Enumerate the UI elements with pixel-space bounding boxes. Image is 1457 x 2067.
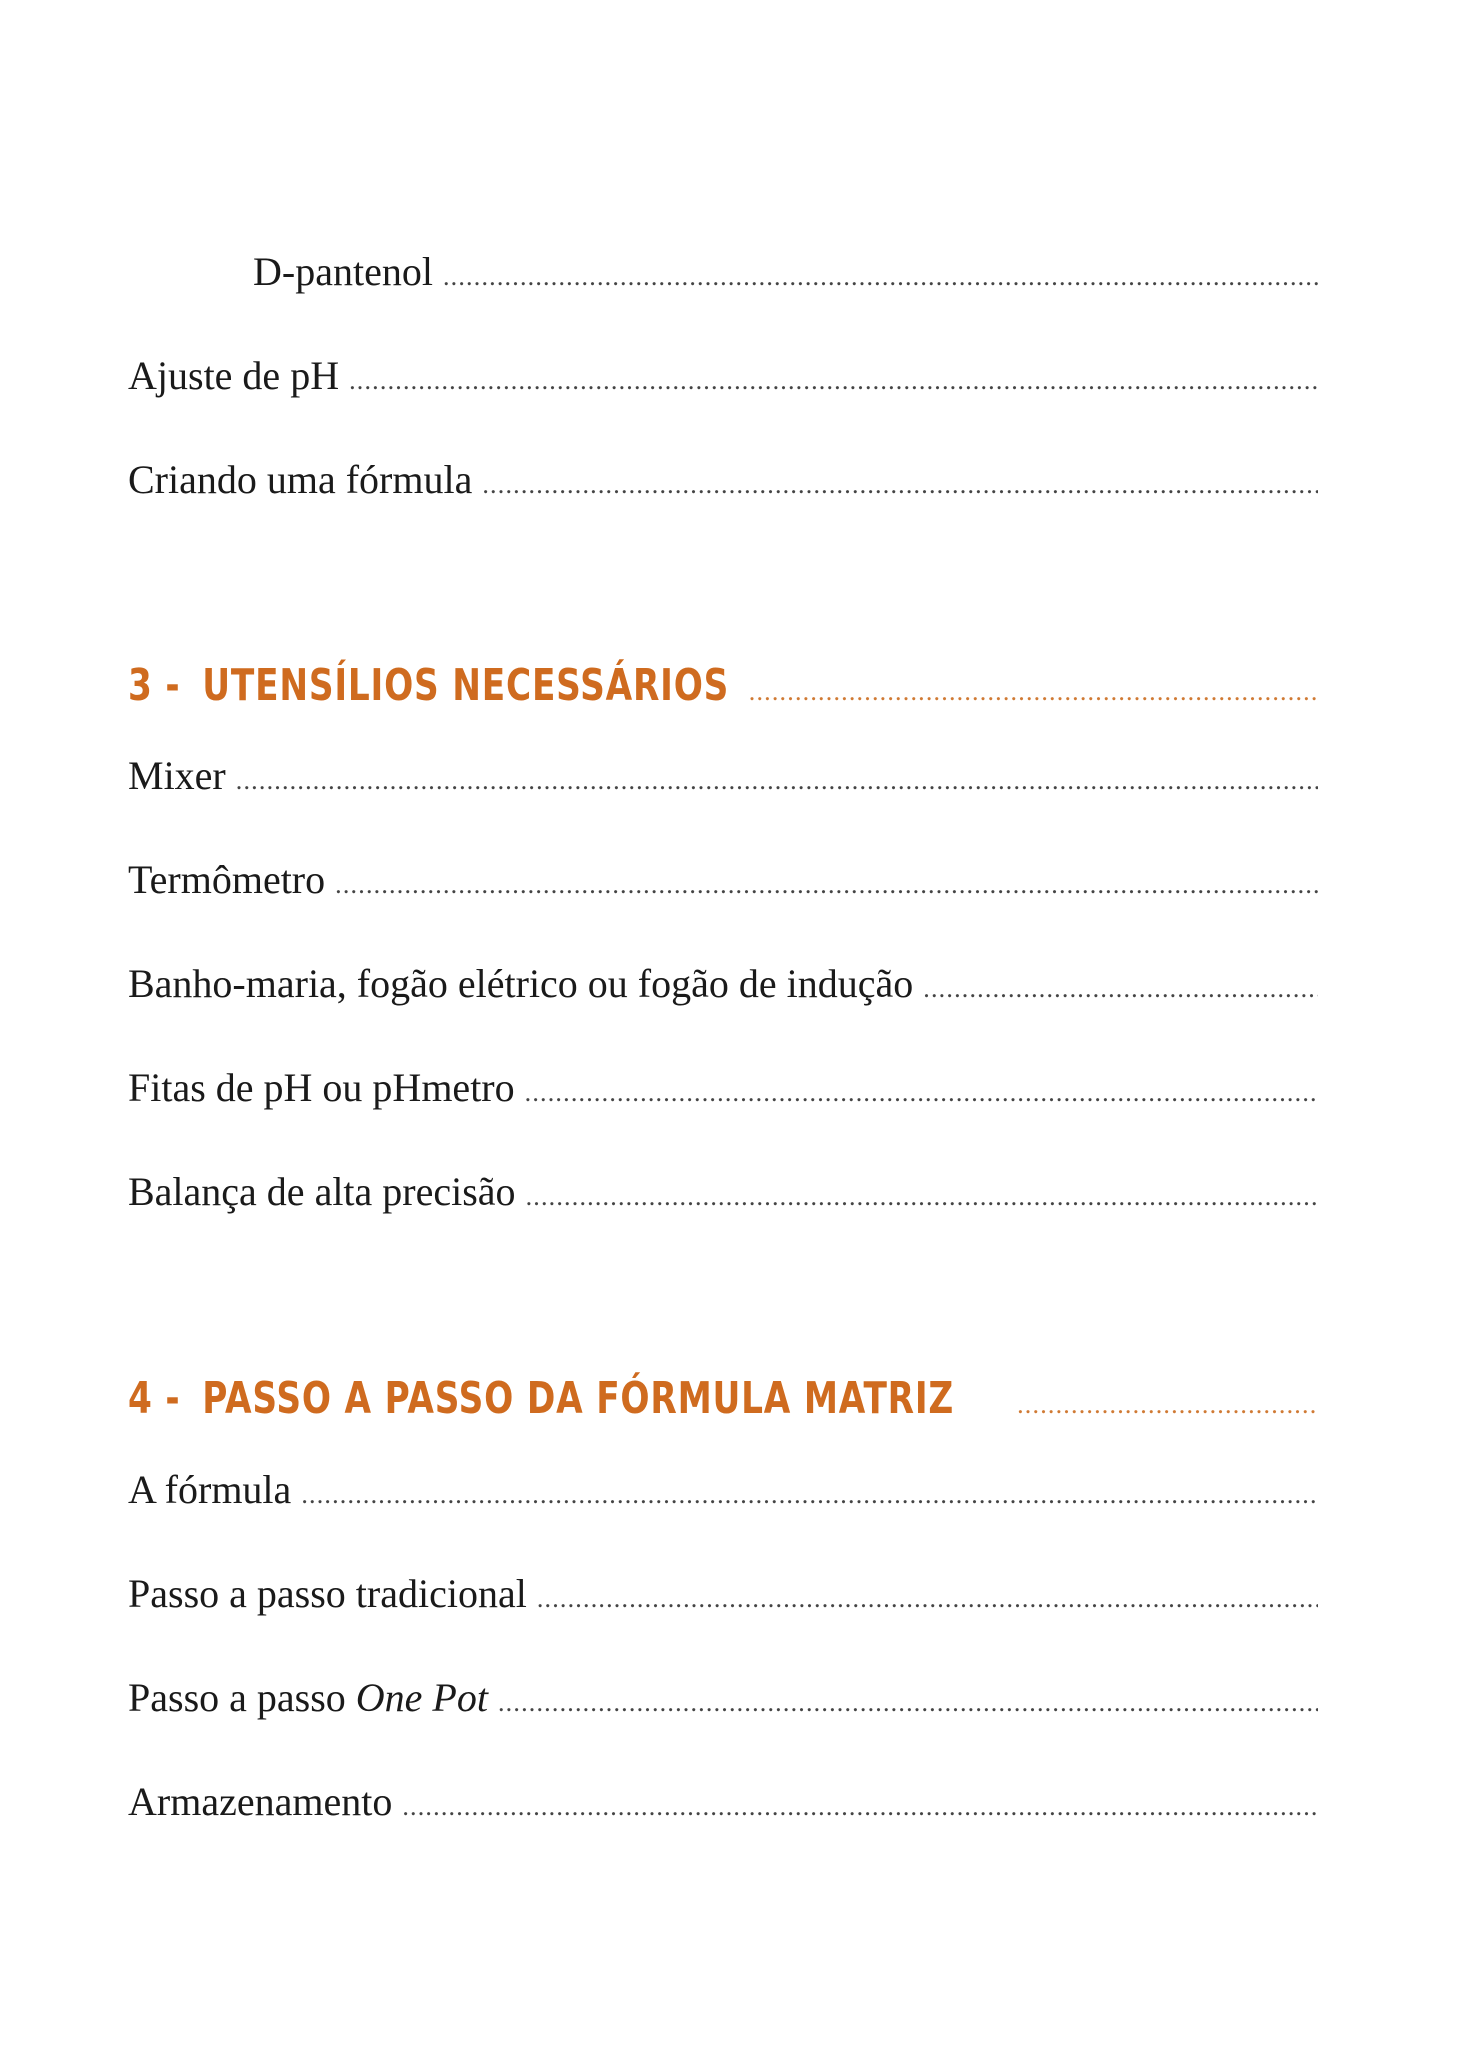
toc-entry-label: Passo a passo tradicional <box>128 1571 527 1616</box>
toc-section-3-heading[interactable] <box>128 662 1318 710</box>
section-number: 4 - <box>128 1373 181 1424</box>
dot-leader <box>349 366 1318 396</box>
toc-entry-label-text: Passo a passo <box>128 1675 346 1720</box>
toc-entry-ajuste-de-ph[interactable] <box>128 352 1318 400</box>
section-title <box>128 1375 954 1423</box>
toc-entry-balanca[interactable] <box>128 1168 1318 1216</box>
toc-entry-label: D-pantenol <box>253 249 433 294</box>
dot-leader <box>537 1584 1318 1614</box>
toc-entry-label: A fórmula <box>128 1467 292 1512</box>
toc-section-4-heading[interactable] <box>128 1375 1318 1423</box>
toc-entry-mixer[interactable] <box>128 752 1318 800</box>
dot-leader <box>525 1078 1318 1108</box>
toc-entry-label: Ajuste de pH <box>128 353 340 398</box>
toc-entry-passo-tradicional[interactable] <box>128 1570 1318 1618</box>
toc-entry-label: Armazenamento <box>128 1779 393 1824</box>
toc-entry-fitas-de-ph[interactable] <box>128 1064 1318 1112</box>
dot-leader <box>749 677 1318 707</box>
toc-entry-label: Mixer <box>128 753 226 798</box>
dot-leader <box>301 1480 1318 1510</box>
section-number: 3 - <box>128 660 181 711</box>
toc-entry-banho-maria[interactable] <box>128 960 1318 1008</box>
toc-entry-a-formula[interactable] <box>128 1466 1318 1514</box>
toc-entry-label: Criando uma fórmula <box>128 457 473 502</box>
toc-entry-d-pantenol[interactable] <box>253 248 1318 296</box>
section-title-text: PASSO A PASSO DA FÓRMULA MATRIZ <box>202 1373 955 1424</box>
toc-entry-criando-uma-formula[interactable] <box>128 456 1318 504</box>
toc-entry-label-italic: One Pot <box>355 1675 488 1720</box>
dot-leader <box>498 1688 1318 1718</box>
toc-entry-armazenamento[interactable] <box>128 1778 1318 1826</box>
toc-entry-label: Banho-maria, fogão elétrico ou fogão de indução <box>128 961 914 1006</box>
toc-entry-label: Termômetro <box>128 857 326 902</box>
toc-entry-termometro[interactable] <box>128 856 1318 904</box>
dot-leader <box>482 470 1318 500</box>
dot-leader <box>1017 1390 1318 1420</box>
dot-leader <box>526 1182 1318 1212</box>
section-title-text: UTENSÍLIOS NECESSÁRIOS <box>202 660 730 711</box>
toc-entry-label: Fitas de pH ou pHmetro <box>128 1065 515 1110</box>
toc-entry-label <box>128 1674 498 1722</box>
dot-leader <box>443 262 1318 292</box>
dot-leader <box>402 1792 1318 1822</box>
dot-leader <box>236 766 1318 796</box>
toc-entry-passo-one-pot[interactable] <box>128 1674 1318 1722</box>
toc-entry-label: Balança de alta precisão <box>128 1169 516 1214</box>
section-title <box>128 662 729 710</box>
dot-leader <box>335 870 1318 900</box>
dot-leader <box>923 974 1318 1004</box>
